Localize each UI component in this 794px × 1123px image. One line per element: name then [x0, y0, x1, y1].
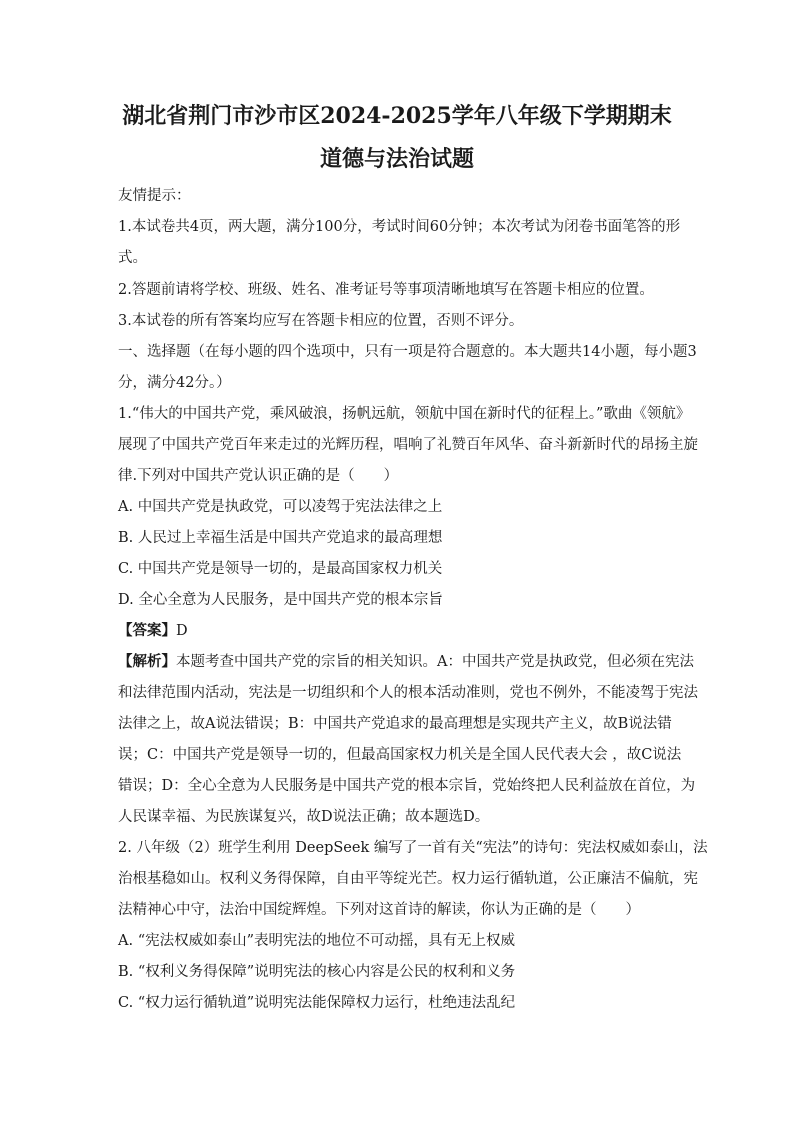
notice-item-cont: 式。 — [118, 250, 147, 266]
answer-line — [118, 621, 678, 641]
option-d: D. 全心全意为人民服务，是中国共产党的根本宗旨 — [118, 592, 443, 608]
question-1-stem: 展现了中国共产党百年来走过的光辉历程，唱响了礼赞百年风华、奋斗新新时代的昂扬主旋 — [118, 437, 698, 453]
question-2-stem: 法精神心中守，法治中国绽辉煌。下列对这首诗的解读，你认为正确的是（ ） — [118, 902, 640, 918]
exam-subtitle: 道德与法治试题 — [319, 146, 474, 172]
exam-title: 湖北省荆门市沙市区2024-2025学年八年级下学期期末 — [122, 103, 672, 129]
section-heading-cont: 分，满分42分。） — [118, 375, 231, 391]
analysis-text: 错误；D：全心全意为人民服务是中国共产党的根本宗旨，党始终把人民利益放在首位，为 — [118, 778, 696, 794]
analysis-text: 误；C：中国共产党是领导一切的，但最高国家权力机关是全国人民代表大会 ，故C说法 — [118, 747, 682, 763]
option-a: A. “宪法权威如泰山”表明宪法的地位不可动摇，具有无上权威 — [118, 933, 516, 949]
option-a: A. 中国共产党是执政党，可以凌驾于宪法法律之上 — [118, 499, 443, 515]
analysis-text: 和法律范围内活动，宪法是一切组织和个人的根本活动准则，党也不例外，不能凌驾于宪法 — [118, 685, 698, 701]
option-c: C. 中国共产党是领导一切的，是最高国家权力机关 — [118, 561, 443, 577]
option-c: C. “权力运行循轨道”说明宪法能保障权力运行，杜绝违法乱纪 — [118, 995, 516, 1011]
analysis-line — [118, 652, 694, 672]
question-1-stem: 律.下列对中国共产党认识正确的是（ ） — [118, 468, 399, 484]
section-heading: 一、选择题（在每小题的四个选项中，只有一项是符合题意的。本大题共14小题，每小题3 — [118, 344, 697, 360]
notice-item: 2.答题前请将学校、班级、姓名、准考证号等事项清晰地填写在答题卡相应的位置。 — [118, 282, 654, 298]
notice-heading: 友情提示： — [118, 188, 191, 204]
notice-item: 3.本试卷的所有答案均应写在答题卡相应的位置，否则不评分。 — [118, 313, 524, 329]
answer-label: 【答案】 — [118, 622, 176, 639]
option-b: B. “权利义务得保障”说明宪法的核心内容是公民的权利和义务 — [118, 964, 516, 980]
analysis-text: 法律之上，故A说法错误；B：中国共产党追求的最高理想是实现共产主义，故B说法错 — [118, 716, 672, 732]
question-2-stem: 治根基稳如山。权利义务得保障，自由平等绽光芒。权力运行循轨道，公正廉洁不偏航，宪 — [118, 871, 698, 887]
analysis-text: 本题考查中国共产党的宗旨的相关知识。A：中国共产党是执政党，但必须在宪法 — [176, 654, 694, 670]
analysis-text: 人民谋幸福、为民族谋复兴，故D说法正确；故本题选D。 — [118, 809, 490, 825]
question-2-stem: 2. 八年级（2）班学生利用 DeepSeek 编写了一首有关“宪法”的诗句：宪法权威如泰山，法 — [118, 840, 708, 856]
answer-value: D — [176, 623, 188, 639]
option-b: B. 人民过上幸福生活是中国共产党追求的最高理想 — [118, 530, 443, 546]
notice-item: 1.本试卷共4页，两大题，满分100分，考试时间60分钟；本次考试为闭卷书面笔答的形 — [118, 219, 681, 235]
question-1-stem: 1.“伟大的中国共产党，乘风破浪，扬帆远航，领航中国在新时代的征程上。”歌曲《领航》 — [118, 406, 691, 422]
analysis-label: 【解析】 — [118, 653, 176, 670]
